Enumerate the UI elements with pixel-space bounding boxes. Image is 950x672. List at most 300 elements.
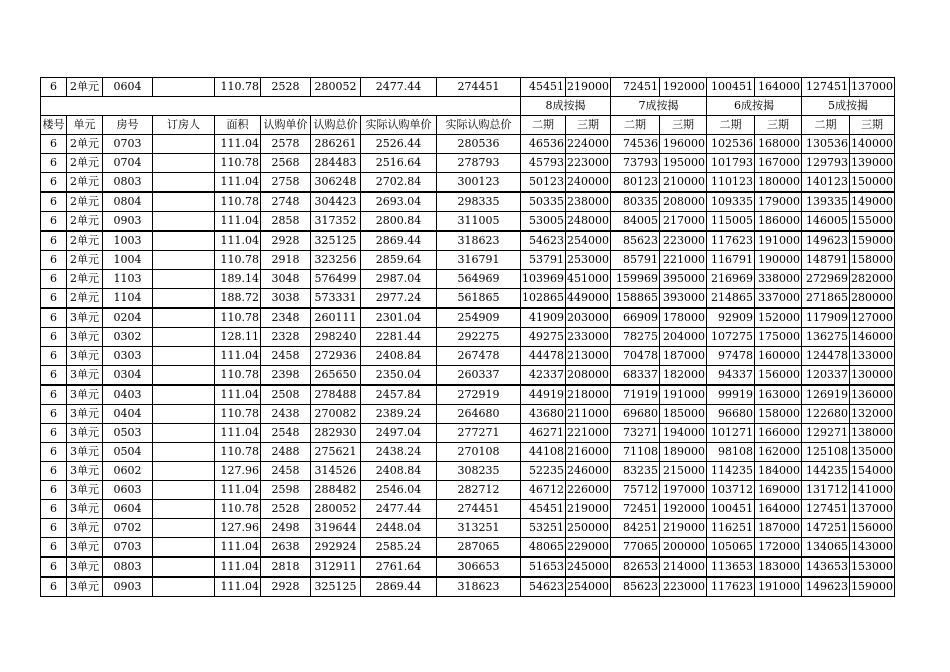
cell-p50-phase3: 156000	[850, 519, 895, 538]
cell-p50-phase3: 158000	[850, 251, 895, 270]
cell-p70-phase3: 210000	[660, 173, 707, 193]
cell-p80-phase2: 103969	[521, 270, 566, 289]
table-row	[41, 212, 895, 232]
column-header-buyer: 订房人	[153, 116, 215, 135]
cell-p80-phase3: 219000	[566, 500, 611, 519]
cell-room: 0903	[103, 577, 153, 597]
cell-building: 6	[41, 443, 67, 462]
cell-p60-phase2: 216969	[707, 270, 755, 289]
cell-p80-phase3: 218000	[566, 385, 611, 405]
cell-p80-phase2: 53791	[521, 251, 566, 270]
cell-total-price: 292924	[311, 538, 361, 558]
group-header-70: 7成按揭	[611, 97, 707, 116]
cell-total-price: 319644	[311, 519, 361, 538]
cell-area: 111.04	[215, 424, 261, 443]
cell-actual-total-price: 267478	[437, 347, 521, 366]
cell-p50-phase3: 127000	[850, 308, 895, 328]
cell-building: 6	[41, 557, 67, 577]
cell-unit-price: 2638	[261, 538, 311, 558]
cell-unit: 3单元	[67, 519, 103, 538]
cell-actual-unit-price: 2477.44	[361, 500, 437, 519]
cell-p50-phase3: 137000	[850, 78, 895, 97]
cell-p60-phase3: 160000	[755, 347, 802, 366]
cell-p60-phase3: 164000	[755, 78, 802, 97]
cell-unit-price: 2818	[261, 557, 311, 577]
cell-p50-phase2: 124478	[802, 347, 850, 366]
cell-buyer	[153, 557, 215, 577]
cell-p60-phase2: 115005	[707, 212, 755, 232]
group-header-50: 5成按揭	[802, 97, 895, 116]
cell-p80-phase2: 41909	[521, 308, 566, 328]
cell-p50-phase2: 148791	[802, 251, 850, 270]
table-row	[41, 289, 895, 309]
cell-p50-phase3: 155000	[850, 212, 895, 232]
cell-actual-unit-price: 2800.84	[361, 212, 437, 232]
cell-actual-total-price: 313251	[437, 519, 521, 538]
cell-p80-phase3: 213000	[566, 347, 611, 366]
cell-p60-phase3: 190000	[755, 251, 802, 270]
cell-p50-phase2: 131712	[802, 481, 850, 500]
cell-p80-phase2: 54623	[521, 231, 566, 251]
cell-actual-total-price: 308235	[437, 462, 521, 481]
cell-buyer	[153, 251, 215, 270]
cell-p50-phase2: 143653	[802, 557, 850, 577]
cell-total-price: 280052	[311, 78, 361, 97]
cell-p80-phase3: 246000	[566, 462, 611, 481]
cell-p70-phase2: 75712	[611, 481, 660, 500]
cell-p70-phase2: 77065	[611, 538, 660, 558]
cell-actual-total-price: 254909	[437, 308, 521, 328]
cell-actual-unit-price: 2408.84	[361, 347, 437, 366]
cell-total-price: 298240	[311, 328, 361, 347]
cell-area: 189.14	[215, 270, 261, 289]
cell-building: 6	[41, 500, 67, 519]
cell-unit-price: 2528	[261, 78, 311, 97]
cell-p50-phase2: 129271	[802, 424, 850, 443]
table-row	[41, 443, 895, 462]
cell-buyer	[153, 424, 215, 443]
cell-p60-phase3: 169000	[755, 481, 802, 500]
cell-unit-price: 2348	[261, 308, 311, 328]
cell-room: 1104	[103, 289, 153, 309]
cell-p50-phase3: 280000	[850, 289, 895, 309]
group-header-row	[41, 97, 895, 116]
cell-buyer	[153, 289, 215, 309]
table-row	[41, 270, 895, 289]
cell-p80-phase2: 50335	[521, 192, 566, 212]
cell-total-price: 270082	[311, 405, 361, 424]
cell-actual-total-price: 292275	[437, 328, 521, 347]
table-row	[41, 366, 895, 386]
cell-area: 110.78	[215, 154, 261, 173]
cell-p70-phase3: 200000	[660, 538, 707, 558]
cell-p50-phase3: 153000	[850, 557, 895, 577]
cell-unit: 2单元	[67, 251, 103, 270]
cell-actual-unit-price: 2497.04	[361, 424, 437, 443]
cell-building: 6	[41, 251, 67, 270]
cell-p80-phase2: 102865	[521, 289, 566, 309]
cell-p70-phase3: 395000	[660, 270, 707, 289]
cell-area: 111.04	[215, 347, 261, 366]
cell-buyer	[153, 78, 215, 97]
cell-unit-price: 2918	[261, 251, 311, 270]
cell-building: 6	[41, 231, 67, 251]
cell-area: 111.04	[215, 212, 261, 232]
cell-p50-phase3: 137000	[850, 500, 895, 519]
cell-p50-phase2: 149623	[802, 577, 850, 597]
cell-p50-phase3: 133000	[850, 347, 895, 366]
column-header-p50-phase2: 二期	[802, 116, 850, 135]
cell-unit-price: 2928	[261, 577, 311, 597]
cell-actual-total-price: 298335	[437, 192, 521, 212]
cell-actual-unit-price: 2389.24	[361, 405, 437, 424]
cell-actual-total-price: 274451	[437, 78, 521, 97]
cell-p60-phase2: 96680	[707, 405, 755, 424]
cell-unit: 3单元	[67, 385, 103, 405]
cell-unit-price: 2758	[261, 173, 311, 193]
cell-p50-phase2: 125108	[802, 443, 850, 462]
cell-actual-unit-price: 2281.44	[361, 328, 437, 347]
cell-unit: 3单元	[67, 308, 103, 328]
cell-room: 0803	[103, 173, 153, 193]
cell-p50-phase2: 122680	[802, 405, 850, 424]
cell-actual-total-price: 282712	[437, 481, 521, 500]
cell-p60-phase2: 103712	[707, 481, 755, 500]
cell-p80-phase3: 240000	[566, 173, 611, 193]
cell-actual-total-price: 280536	[437, 135, 521, 154]
cell-building: 6	[41, 347, 67, 366]
cell-area: 110.78	[215, 443, 261, 462]
cell-p80-phase2: 46536	[521, 135, 566, 154]
cell-p70-phase2: 83235	[611, 462, 660, 481]
cell-unit-price: 2458	[261, 347, 311, 366]
cell-p70-phase2: 73271	[611, 424, 660, 443]
cell-area: 111.04	[215, 385, 261, 405]
cell-building: 6	[41, 289, 67, 309]
cell-p60-phase2: 117623	[707, 231, 755, 251]
cell-building: 6	[41, 366, 67, 386]
cell-p60-phase3: 180000	[755, 173, 802, 193]
cell-p60-phase3: 175000	[755, 328, 802, 347]
cell-actual-total-price: 306653	[437, 557, 521, 577]
cell-room: 1103	[103, 270, 153, 289]
cell-actual-unit-price: 2448.04	[361, 519, 437, 538]
cell-p70-phase3: 197000	[660, 481, 707, 500]
cell-p60-phase3: 152000	[755, 308, 802, 328]
cell-total-price: 265650	[311, 366, 361, 386]
cell-area: 110.78	[215, 78, 261, 97]
cell-area: 110.78	[215, 500, 261, 519]
cell-p60-phase2: 116791	[707, 251, 755, 270]
cell-unit: 3单元	[67, 347, 103, 366]
cell-building: 6	[41, 270, 67, 289]
cell-p70-phase2: 85623	[611, 231, 660, 251]
cell-p70-phase3: 223000	[660, 231, 707, 251]
cell-p80-phase3: 203000	[566, 308, 611, 328]
cell-p60-phase2: 107275	[707, 328, 755, 347]
table-row	[41, 308, 895, 328]
cell-p60-phase3: 184000	[755, 462, 802, 481]
cell-room: 1003	[103, 231, 153, 251]
cell-p60-phase2: 100451	[707, 500, 755, 519]
cell-p70-phase3: 192000	[660, 78, 707, 97]
cell-unit: 3单元	[67, 557, 103, 577]
cell-room: 0602	[103, 462, 153, 481]
cell-unit: 3单元	[67, 366, 103, 386]
cell-room: 0704	[103, 154, 153, 173]
cell-total-price: 323256	[311, 251, 361, 270]
cell-p60-phase2: 100451	[707, 78, 755, 97]
cell-unit-price: 2528	[261, 500, 311, 519]
cell-p50-phase2: 146005	[802, 212, 850, 232]
cell-room: 0204	[103, 308, 153, 328]
table-row	[41, 251, 895, 270]
cell-p80-phase3: 451000	[566, 270, 611, 289]
cell-unit: 2单元	[67, 231, 103, 251]
table-row	[41, 405, 895, 424]
cell-unit-price: 3048	[261, 270, 311, 289]
cell-buyer	[153, 231, 215, 251]
cell-area: 188.72	[215, 289, 261, 309]
cell-actual-unit-price: 2408.84	[361, 462, 437, 481]
cell-total-price: 260111	[311, 308, 361, 328]
cell-p80-phase3: 229000	[566, 538, 611, 558]
cell-p50-phase3: 159000	[850, 577, 895, 597]
cell-total-price: 280052	[311, 500, 361, 519]
cell-buyer	[153, 443, 215, 462]
cell-p80-phase2: 43680	[521, 405, 566, 424]
cell-p80-phase2: 42337	[521, 366, 566, 386]
cell-p70-phase3: 393000	[660, 289, 707, 309]
cell-p80-phase3: 226000	[566, 481, 611, 500]
cell-p70-phase2: 71919	[611, 385, 660, 405]
cell-buyer	[153, 308, 215, 328]
cell-p60-phase2: 98108	[707, 443, 755, 462]
cell-unit-price: 2488	[261, 443, 311, 462]
cell-p70-phase2: 66909	[611, 308, 660, 328]
cell-p50-phase3: 135000	[850, 443, 895, 462]
cell-p70-phase2: 158865	[611, 289, 660, 309]
cell-p80-phase2: 50123	[521, 173, 566, 193]
cell-p70-phase3: 194000	[660, 424, 707, 443]
cell-area: 110.78	[215, 192, 261, 212]
cell-p80-phase2: 54623	[521, 577, 566, 597]
cell-unit-price: 2568	[261, 154, 311, 173]
cell-p50-phase2: 149623	[802, 231, 850, 251]
cell-buyer	[153, 462, 215, 481]
table-row	[41, 154, 895, 173]
cell-p60-phase2: 99919	[707, 385, 755, 405]
cell-room: 0404	[103, 405, 153, 424]
cell-unit-price: 2858	[261, 212, 311, 232]
cell-p60-phase3: 168000	[755, 135, 802, 154]
cell-p60-phase2: 92909	[707, 308, 755, 328]
cell-p80-phase2: 46271	[521, 424, 566, 443]
cell-building: 6	[41, 405, 67, 424]
cell-p50-phase2: 126919	[802, 385, 850, 405]
cell-unit: 2单元	[67, 154, 103, 173]
table-row	[41, 385, 895, 405]
cell-p80-phase3: 254000	[566, 577, 611, 597]
cell-actual-unit-price: 2477.44	[361, 78, 437, 97]
cell-p50-phase3: 130000	[850, 366, 895, 386]
cell-p50-phase2: 129793	[802, 154, 850, 173]
cell-buyer	[153, 405, 215, 424]
cell-actual-total-price: 264680	[437, 405, 521, 424]
cell-buyer	[153, 173, 215, 193]
cell-p80-phase3: 253000	[566, 251, 611, 270]
cell-p80-phase2: 46712	[521, 481, 566, 500]
cell-unit: 2单元	[67, 270, 103, 289]
cell-total-price: 325125	[311, 231, 361, 251]
cell-actual-unit-price: 2350.04	[361, 366, 437, 386]
cell-p60-phase2: 117623	[707, 577, 755, 597]
column-header-unit: 单元	[67, 116, 103, 135]
cell-p80-phase2: 49275	[521, 328, 566, 347]
table-row	[41, 577, 895, 597]
cell-building: 6	[41, 385, 67, 405]
table-row	[41, 424, 895, 443]
cell-buyer	[153, 481, 215, 500]
cell-buyer	[153, 135, 215, 154]
cell-room: 0703	[103, 135, 153, 154]
column-header-p80-phase2: 二期	[521, 116, 566, 135]
cell-p70-phase2: 74536	[611, 135, 660, 154]
cell-actual-total-price: 316791	[437, 251, 521, 270]
cell-building: 6	[41, 481, 67, 500]
cell-area: 110.78	[215, 405, 261, 424]
cell-buyer	[153, 154, 215, 173]
table-row	[41, 462, 895, 481]
cell-p80-phase2: 53251	[521, 519, 566, 538]
cell-p70-phase2: 73793	[611, 154, 660, 173]
cell-area: 111.04	[215, 557, 261, 577]
cell-p60-phase2: 109335	[707, 192, 755, 212]
cell-unit-price: 2578	[261, 135, 311, 154]
cell-building: 6	[41, 308, 67, 328]
cell-area: 128.11	[215, 328, 261, 347]
cell-area: 110.78	[215, 308, 261, 328]
cell-area: 111.04	[215, 173, 261, 193]
cell-unit: 3单元	[67, 538, 103, 558]
cell-p70-phase3: 196000	[660, 135, 707, 154]
cell-p60-phase2: 116251	[707, 519, 755, 538]
cell-p70-phase3: 182000	[660, 366, 707, 386]
cell-total-price: 278488	[311, 385, 361, 405]
cell-actual-unit-price: 2869.44	[361, 577, 437, 597]
cell-p50-phase3: 143000	[850, 538, 895, 558]
cell-p70-phase3: 191000	[660, 385, 707, 405]
cell-p80-phase3: 208000	[566, 366, 611, 386]
cell-unit-price: 2458	[261, 462, 311, 481]
cell-actual-unit-price: 2516.64	[361, 154, 437, 173]
cell-room: 0702	[103, 519, 153, 538]
cell-p70-phase3: 221000	[660, 251, 707, 270]
cell-p80-phase2: 51653	[521, 557, 566, 577]
cell-p60-phase3: 337000	[755, 289, 802, 309]
column-header-p80-phase3: 三期	[566, 116, 611, 135]
cell-p60-phase3: 172000	[755, 538, 802, 558]
cell-unit-price: 2548	[261, 424, 311, 443]
cell-total-price: 325125	[311, 577, 361, 597]
group-header-80: 8成按揭	[521, 97, 611, 116]
cell-p70-phase2: 70478	[611, 347, 660, 366]
cell-p60-phase3: 338000	[755, 270, 802, 289]
column-header-p70-phase3: 三期	[660, 116, 707, 135]
cell-unit-price: 3038	[261, 289, 311, 309]
cell-actual-total-price: 311005	[437, 212, 521, 232]
cell-p60-phase3: 191000	[755, 231, 802, 251]
cell-p70-phase2: 72451	[611, 78, 660, 97]
cell-p80-phase3: 223000	[566, 154, 611, 173]
cell-room: 0304	[103, 366, 153, 386]
cell-actual-total-price: 564969	[437, 270, 521, 289]
cell-actual-unit-price: 2761.64	[361, 557, 437, 577]
cell-p50-phase3: 146000	[850, 328, 895, 347]
cell-total-price: 272936	[311, 347, 361, 366]
cell-actual-total-price: 561865	[437, 289, 521, 309]
cell-unit: 2单元	[67, 78, 103, 97]
cell-unit-price: 2748	[261, 192, 311, 212]
cell-p60-phase2: 97478	[707, 347, 755, 366]
cell-room: 0703	[103, 538, 153, 558]
cell-p80-phase3: 211000	[566, 405, 611, 424]
cell-p70-phase2: 85623	[611, 577, 660, 597]
cell-p70-phase2: 84005	[611, 212, 660, 232]
column-header-area: 面积	[215, 116, 261, 135]
cell-p80-phase2: 53005	[521, 212, 566, 232]
cell-p60-phase3: 164000	[755, 500, 802, 519]
cell-buyer	[153, 328, 215, 347]
cell-buyer	[153, 500, 215, 519]
cell-p50-phase2: 136275	[802, 328, 850, 347]
cell-p80-phase2: 44108	[521, 443, 566, 462]
cell-buyer	[153, 366, 215, 386]
cell-total-price: 275621	[311, 443, 361, 462]
cell-p70-phase3: 208000	[660, 192, 707, 212]
cell-building: 6	[41, 577, 67, 597]
cell-p60-phase3: 179000	[755, 192, 802, 212]
cell-total-price: 288482	[311, 481, 361, 500]
cell-p80-phase2: 44919	[521, 385, 566, 405]
cell-p50-phase3: 132000	[850, 405, 895, 424]
cell-p50-phase3: 159000	[850, 231, 895, 251]
table-row	[41, 173, 895, 193]
cell-p50-phase3: 141000	[850, 481, 895, 500]
cell-buyer	[153, 577, 215, 597]
cell-p60-phase2: 101793	[707, 154, 755, 173]
cell-p80-phase2: 45451	[521, 500, 566, 519]
cell-building: 6	[41, 212, 67, 232]
cell-p70-phase2: 72451	[611, 500, 660, 519]
cell-p60-phase3: 163000	[755, 385, 802, 405]
cell-p70-phase2: 159969	[611, 270, 660, 289]
cell-actual-total-price: 260337	[437, 366, 521, 386]
cell-building: 6	[41, 154, 67, 173]
cell-actual-total-price: 270108	[437, 443, 521, 462]
cell-unit: 3单元	[67, 328, 103, 347]
cell-buyer	[153, 538, 215, 558]
cell-p80-phase3: 254000	[566, 231, 611, 251]
cell-p60-phase3: 156000	[755, 366, 802, 386]
cell-p50-phase3: 154000	[850, 462, 895, 481]
cell-p50-phase2: 147251	[802, 519, 850, 538]
cell-area: 127.96	[215, 462, 261, 481]
cell-p60-phase2: 110123	[707, 173, 755, 193]
cell-actual-unit-price: 2546.04	[361, 481, 437, 500]
cell-p80-phase3: 248000	[566, 212, 611, 232]
cell-p70-phase3: 204000	[660, 328, 707, 347]
